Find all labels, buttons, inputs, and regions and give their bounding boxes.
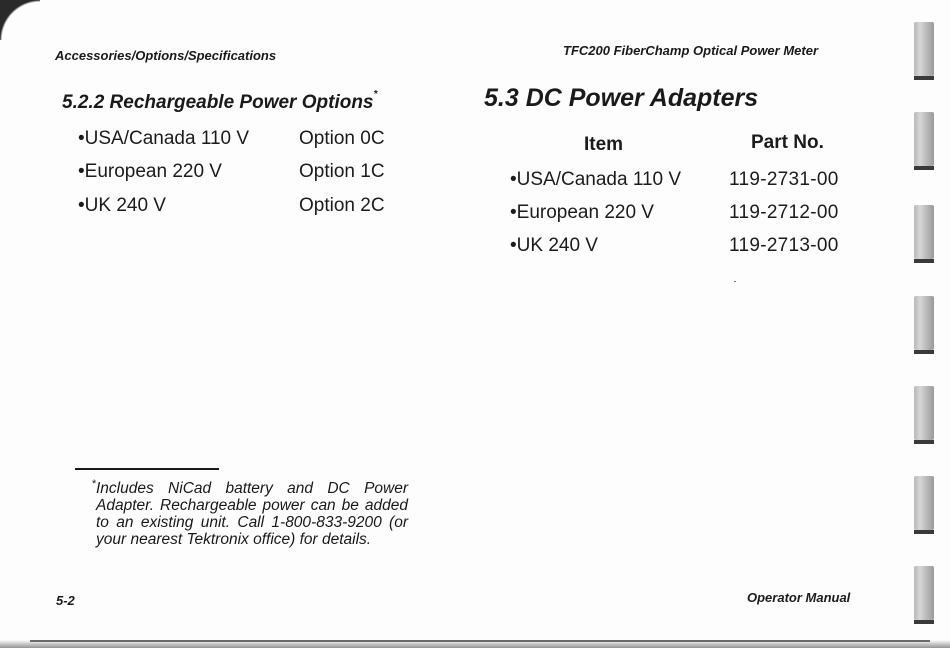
page-bottom-edge [30, 640, 930, 642]
binder-tab-6 [914, 476, 934, 530]
binder-tab-5 [914, 386, 934, 440]
footnote-divider [75, 468, 219, 470]
binder-tab-4 [914, 296, 934, 350]
option-code: Option 1C [299, 161, 385, 182]
adapter-label: •USA/Canada 110 V [510, 169, 682, 190]
adapter-part-number: 119-2713-00 [729, 235, 839, 256]
section-title-rechargeable [62, 88, 378, 114]
adapter-label: •European 220 V [510, 202, 654, 223]
binder-tab-1 [914, 22, 934, 76]
binder-tab-2 [914, 112, 934, 166]
footnote [92, 478, 408, 548]
adapter-label: •UK 240 V [510, 235, 598, 256]
page-corner-shadow [0, 0, 40, 40]
running-head-right: TFC200 FiberChamp Optical Power Meter [563, 43, 819, 58]
option-code: Option 0C [299, 128, 385, 149]
option-label: •UK 240 V [78, 195, 166, 216]
page-number: 5-2 [56, 593, 75, 608]
binder-tab-7 [914, 566, 934, 620]
section-title-dc-adapters: 5.3 DC Power Adapters [484, 84, 759, 112]
option-code: Option 2C [299, 195, 385, 216]
running-head-left: Accessories/Options/Specifications [55, 48, 277, 63]
footnote-reference-mark: * [373, 88, 378, 100]
footnote-text: Includes NiCad battery and DC Power Adapter. Rechargeable power can be added to an existing unit. Call 1-800-833-9200 (or your nearest Tektronix office) for details. [96, 480, 408, 548]
footnote-mark: * [92, 478, 97, 490]
option-label: •USA/Canada 110 V [78, 128, 250, 149]
option-label: •European 220 V [78, 161, 222, 182]
binder-tab-3 [914, 205, 934, 259]
scan-speck [734, 281, 736, 282]
column-header-part-no: Part No. [751, 132, 824, 153]
column-header-item: Item [584, 134, 624, 155]
footer-manual-name: Operator Manual [747, 590, 851, 605]
adapter-part-number: 119-2731-00 [729, 169, 839, 190]
adapter-part-number: 119-2712-00 [729, 202, 839, 223]
section-title-rechargeable-text: 5.2.2 Rechargeable Power Options [62, 92, 374, 113]
